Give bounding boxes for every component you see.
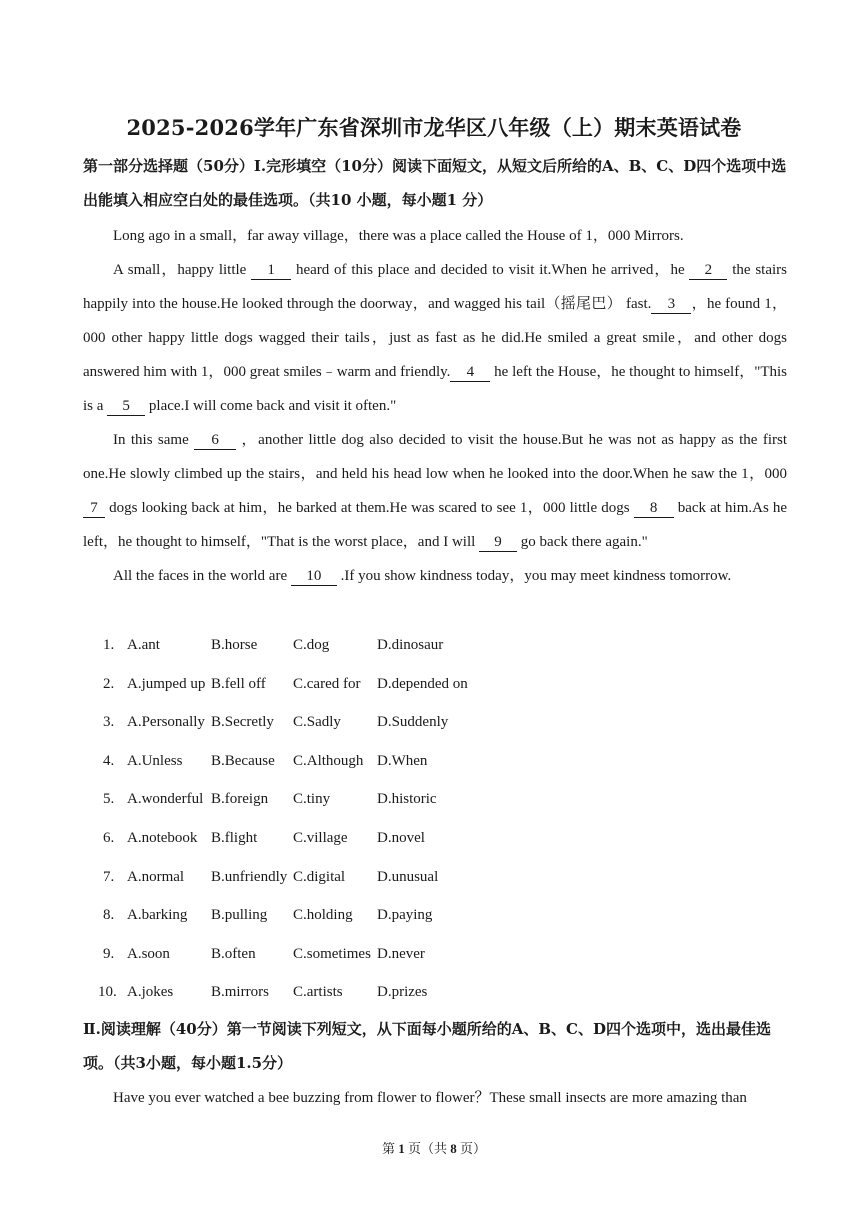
passage-text: the stairs happily into the house.He looked through the doorway，and wagged his tail（摇尾巴） fast.	[83, 262, 787, 312]
choice-d: D.paying	[377, 907, 433, 924]
passage-text: back at him.As he left，he thought to himself，"That is the worst place，and I will	[83, 500, 788, 550]
choice-b: B.often	[211, 945, 256, 962]
choice-a: A.wonderful	[127, 791, 204, 808]
choice-c: C.holding	[293, 907, 353, 924]
passage-text: place.I will come back and visit it often."	[148, 398, 397, 414]
footer-prefix: 第	[381, 1141, 395, 1156]
choice-b: B.horse	[211, 637, 258, 653]
blank-10: 10	[291, 567, 337, 586]
choice-a: A.notebook	[127, 829, 198, 846]
choice-a: A.ant	[127, 637, 160, 653]
section1-heading: 第一部分选择题（50分）Ⅰ.完形填空（10分）阅读下面短文，从短文后所给的A、B、C、D四个选项中选出能填入相应空白处的最佳选项。（共10 小题，每小题1 分）	[83, 157, 787, 209]
section2-heading: Ⅱ.阅读理解（40分）第一节阅读下列短文，从下面每小题所给的A、B、C、D四个选项中，选出最佳选项。（共3小题，每小题1.5分）	[83, 1020, 772, 1072]
passage-text: he left the House，he thought to himself，"This is a	[83, 364, 787, 414]
blank-3: 3	[651, 295, 691, 314]
choice-b: B.Because	[211, 752, 275, 769]
choice-d: D.dinosaur	[377, 637, 444, 653]
blank-7: 7	[83, 499, 105, 518]
question-number: 7.	[103, 868, 115, 885]
choice-a: A.Unless	[127, 752, 183, 769]
choice-c: C.sometimes	[293, 945, 371, 962]
blank-2: 2	[689, 261, 727, 280]
blank-1: 1	[251, 261, 291, 280]
blank-5: 5	[107, 397, 145, 416]
passage-text: All the faces in the world are	[113, 568, 288, 584]
choice-d: D.historic	[377, 791, 437, 808]
passage-text: go back there again."	[520, 534, 648, 550]
blank-4: 4	[450, 363, 490, 382]
choice-a: A.barking	[127, 907, 188, 924]
passage-text: ，another little dog also decided to visit the house.But he was not as happy as the first one.He slowly climbed up the stairs，and held his head low when he looked into the door.When he saw the 1，000	[83, 432, 788, 482]
passage-paragraph-2	[83, 253, 787, 423]
choice-d: D.Suddenly	[377, 714, 449, 731]
choice-d: D.unusual	[377, 868, 439, 885]
choice-c: C.Sadly	[293, 714, 341, 731]
question-number: 8.	[103, 907, 115, 924]
choice-b: B.mirrors	[211, 984, 269, 1001]
passage-text: .If you show kindness today，you may meet kindness tomorrow.	[340, 568, 732, 584]
choice-a: A.Personally	[127, 714, 205, 731]
passage-text: ，he found 1，000 other happy little dogs wagged their tails，just as fast as he did.He smiled a great smile，and other dogs answered him with 1，000 great smiles﹣warm and friendly.	[83, 296, 787, 380]
exam-title: 2025-2026学年广东省深圳市龙华区八年级（上）期末英语试卷	[126, 115, 742, 140]
choice-d: D.When	[377, 752, 428, 769]
choice-a: A.jokes	[127, 984, 174, 1001]
choice-d: D.novel	[377, 829, 425, 846]
question-number: 1.	[103, 637, 115, 653]
passage-paragraph-1: Long ago in a small，far away village，there was a place called the House of 1，000 Mirrors.	[113, 228, 684, 244]
passage-paragraph-3	[83, 423, 787, 559]
page-total: 8	[450, 1141, 457, 1156]
choice-b: B.pulling	[211, 907, 268, 924]
choice-d: D.depended on	[377, 675, 468, 692]
choice-d: D.prizes	[377, 984, 428, 1001]
question-number: 5.	[103, 791, 115, 808]
choice-c: C.artists	[293, 984, 343, 1001]
passage-text: dogs looking back at him，he barked at them.He was scared to see 1，000 little dogs	[109, 500, 630, 516]
choice-b: B.fell off	[211, 675, 266, 692]
choice-d: D.never	[377, 945, 425, 962]
choice-b: B.Secretly	[211, 714, 274, 731]
choice-c: C.dog	[293, 637, 330, 653]
choice-c: C.village	[293, 829, 348, 846]
page-footer	[0, 1138, 868, 1157]
blank-6: 6	[194, 431, 236, 450]
footer-middle: 页（共	[407, 1141, 447, 1156]
choice-c: C.digital	[293, 868, 346, 885]
passage-text: heard of this place and decided to visit it.When he arrived，he	[295, 262, 685, 278]
choice-c: C.cared for	[293, 675, 361, 692]
choice-b: B.foreign	[211, 791, 269, 808]
choice-c: C.Although	[293, 752, 364, 769]
choice-b: B.unfriendly	[211, 868, 288, 885]
blank-9: 9	[479, 533, 517, 552]
choice-a: A.soon	[127, 945, 170, 962]
page-number: 1	[398, 1141, 405, 1156]
question-number: 9.	[103, 945, 115, 962]
footer-suffix: 页）	[460, 1141, 487, 1156]
question-number: 4.	[103, 752, 115, 769]
choice-a: A.normal	[127, 868, 185, 885]
choice-b: B.flight	[211, 829, 258, 846]
question-number: 2.	[103, 675, 115, 692]
question-number: 10.	[98, 984, 117, 1001]
passage-paragraph-4	[83, 559, 787, 593]
question-number: 3.	[103, 714, 115, 731]
choice-a: A.jumped up	[127, 675, 206, 692]
choice-c: C.tiny	[293, 791, 331, 808]
passage-text: In this same	[113, 432, 189, 448]
blank-8: 8	[634, 499, 674, 518]
reading-passage-first-line: Have you ever watched a bee buzzing from flower to flower？These small insects are more amazing than	[113, 1090, 747, 1106]
question-number: 6.	[103, 829, 115, 846]
passage-text: A small，happy little	[113, 262, 247, 278]
